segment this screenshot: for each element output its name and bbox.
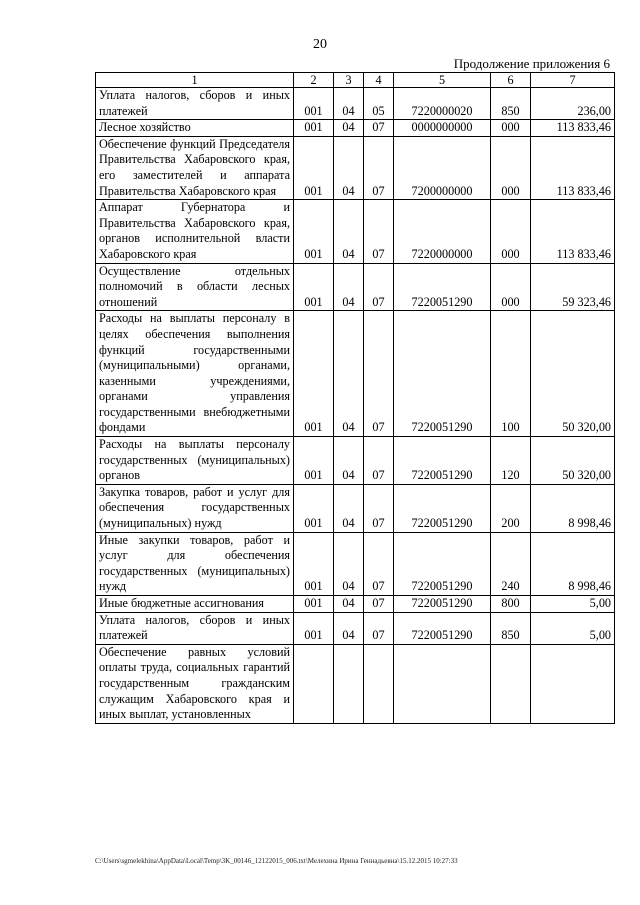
section-cell xyxy=(334,644,364,723)
row-name-cell: Осуществление отдельных полномочий в области лесных отношений xyxy=(96,263,294,311)
expense-type-cell: 240 xyxy=(491,532,531,595)
section-cell: 04 xyxy=(334,88,364,120)
target-article-cell: 7220051290 xyxy=(394,263,491,311)
header-cell: 2 xyxy=(294,73,334,88)
continuation-label: Продолжение приложения 6 xyxy=(453,56,610,71)
amount-cell: 50 320,00 xyxy=(531,311,615,437)
expense-type-cell: 850 xyxy=(491,88,531,120)
amount-cell: 113 833,46 xyxy=(531,200,615,263)
page-number: 20 xyxy=(313,37,327,52)
amount-cell: 59 323,46 xyxy=(531,263,615,311)
expense-type-cell: 200 xyxy=(491,484,531,532)
section-cell: 04 xyxy=(334,437,364,485)
subsection-cell: 07 xyxy=(364,596,394,613)
target-article-cell: 7220051290 xyxy=(394,484,491,532)
code-cell xyxy=(294,644,334,723)
section-cell: 04 xyxy=(334,532,364,595)
target-article-cell: 7200000000 xyxy=(394,136,491,199)
subsection-cell: 07 xyxy=(364,532,394,595)
amount-cell xyxy=(531,644,615,723)
expense-type-cell: 000 xyxy=(491,120,531,137)
header-cell: 1 xyxy=(96,73,294,88)
table-row xyxy=(96,644,615,723)
target-article-cell: 7220000000 xyxy=(394,200,491,263)
code-cell: 001 xyxy=(294,532,334,595)
section-cell: 04 xyxy=(334,311,364,437)
code-cell: 001 xyxy=(294,437,334,485)
subsection-cell: 07 xyxy=(364,200,394,263)
table-row xyxy=(96,612,615,644)
code-cell: 001 xyxy=(294,88,334,120)
subsection-cell: 05 xyxy=(364,88,394,120)
table-row xyxy=(96,136,615,199)
code-cell: 001 xyxy=(294,612,334,644)
code-cell: 001 xyxy=(294,200,334,263)
subsection-cell: 07 xyxy=(364,311,394,437)
amount-cell: 50 320,00 xyxy=(531,437,615,485)
table-row xyxy=(96,437,615,485)
code-cell: 001 xyxy=(294,311,334,437)
row-name-cell: Аппарат Губернатора и Правительства Хабаровского края, органов исполнительной власти Хабаровского края xyxy=(96,200,294,263)
subsection-cell: 07 xyxy=(364,263,394,311)
expense-type-cell: 850 xyxy=(491,612,531,644)
target-article-cell xyxy=(394,644,491,723)
section-cell: 04 xyxy=(334,596,364,613)
section-cell: 04 xyxy=(334,120,364,137)
target-article-cell: 7220051290 xyxy=(394,437,491,485)
table-header-row xyxy=(96,73,615,88)
header-cell: 6 xyxy=(491,73,531,88)
subsection-cell: 07 xyxy=(364,437,394,485)
amount-cell: 113 833,46 xyxy=(531,136,615,199)
row-name-cell: Расходы на выплаты персоналу в целях обеспечения выполнения функций государственными (муниципальными) органами, казенными учреждениями, органами управления государственными внебюджетными фондами xyxy=(96,311,294,437)
subsection-cell: 07 xyxy=(364,484,394,532)
table-row xyxy=(96,311,615,437)
amount-cell: 236,00 xyxy=(531,88,615,120)
code-cell: 001 xyxy=(294,136,334,199)
amount-cell: 8 998,46 xyxy=(531,484,615,532)
row-name-cell: Уплата налогов, сборов и иных платежей xyxy=(96,612,294,644)
amount-cell: 113 833,46 xyxy=(531,120,615,137)
header-cell: 5 xyxy=(394,73,491,88)
expense-type-cell: 800 xyxy=(491,596,531,613)
section-cell: 04 xyxy=(334,136,364,199)
code-cell: 001 xyxy=(294,596,334,613)
subsection-cell: 07 xyxy=(364,612,394,644)
amount-cell: 5,00 xyxy=(531,612,615,644)
code-cell: 001 xyxy=(294,120,334,137)
header-cell: 4 xyxy=(364,73,394,88)
section-cell: 04 xyxy=(334,263,364,311)
target-article-cell: 0000000000 xyxy=(394,120,491,137)
row-name-cell: Лесное хозяйство xyxy=(96,120,294,137)
amount-cell: 8 998,46 xyxy=(531,532,615,595)
row-name-cell: Закупка товаров, работ и услуг для обеспечения государственных (муниципальных) нужд xyxy=(96,484,294,532)
row-name-cell: Иные бюджетные ассигнования xyxy=(96,596,294,613)
row-name-cell: Расходы на выплаты персоналу государственных (муниципальных) органов xyxy=(96,437,294,485)
section-cell: 04 xyxy=(334,612,364,644)
expense-type-cell: 000 xyxy=(491,200,531,263)
row-name-cell: Обеспечение равных условий оплаты труда, социальных гарантий государственным гражданским служащим Хабаровского края и иных выплат, установленных xyxy=(96,644,294,723)
expense-type-cell: 000 xyxy=(491,263,531,311)
header-cell: 3 xyxy=(334,73,364,88)
footer-path: C:\Users\sgmelekhina\AppData\Local\Temp\3K_00146_12122015_006.txt\Мелехина Ирина Геннадьевна\15.12.2015 10:27:33 xyxy=(95,857,458,865)
target-article-cell: 7220051290 xyxy=(394,596,491,613)
code-cell: 001 xyxy=(294,484,334,532)
header-cell: 7 xyxy=(531,73,615,88)
table-row xyxy=(96,120,615,137)
expense-type-cell: 100 xyxy=(491,311,531,437)
expense-type-cell: 120 xyxy=(491,437,531,485)
table-row xyxy=(96,88,615,120)
table-row xyxy=(96,484,615,532)
budget-table xyxy=(95,72,615,724)
target-article-cell: 7220051290 xyxy=(394,612,491,644)
table-row xyxy=(96,596,615,613)
table-row xyxy=(96,263,615,311)
subsection-cell: 07 xyxy=(364,136,394,199)
target-article-cell: 7220000020 xyxy=(394,88,491,120)
expense-type-cell xyxy=(491,644,531,723)
row-name-cell: Уплата налогов, сборов и иных платежей xyxy=(96,88,294,120)
section-cell: 04 xyxy=(334,484,364,532)
table-row xyxy=(96,532,615,595)
subsection-cell: 07 xyxy=(364,120,394,137)
amount-cell: 5,00 xyxy=(531,596,615,613)
table-row xyxy=(96,200,615,263)
expense-type-cell: 000 xyxy=(491,136,531,199)
target-article-cell: 7220051290 xyxy=(394,311,491,437)
target-article-cell: 7220051290 xyxy=(394,532,491,595)
code-cell: 001 xyxy=(294,263,334,311)
row-name-cell: Иные закупки товаров, работ и услуг для обеспечения государственных (муниципальных) нужд xyxy=(96,532,294,595)
row-name-cell: Обеспечение функций Председателя Правительства Хабаровского края, его заместителей и аппарата Правительства Хабаровского края xyxy=(96,136,294,199)
section-cell: 04 xyxy=(334,200,364,263)
subsection-cell xyxy=(364,644,394,723)
